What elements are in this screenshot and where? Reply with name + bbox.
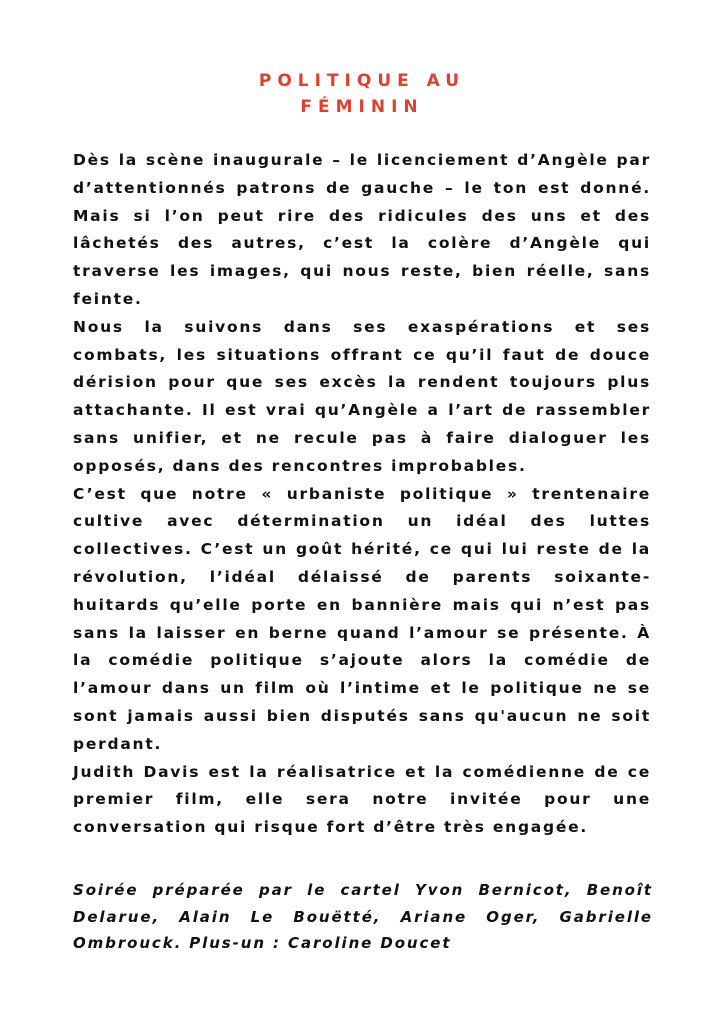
paragraph-1: Dès la scène inaugurale – le licenciement d’Angèle par d’attentionnés patrons de gauche – le ton est donné. Mais si l’on peut rire des ridicules des uns et des lâchetés des autres, c’est la colère d’Angèle qui traverse les images, qui nous reste, bien réelle, sans feinte. [73, 151, 651, 308]
paragraph-2: Nous la suivons dans ses exaspérations et ses combats, les situations offrant ce qu’il faut de douce dérision pour que ses excès la rendent toujours plus attachante. Il est vrai qu’Angèle a l’art de rassembler sans unifier, et ne recule pas à faire dialoguer les opposés, dans des rencontres improbables. [73, 317, 651, 475]
paragraph-4: Judith Davis est la réalisatrice et la comédienne de ce premier film, elle sera notre invitée pour une conversation qui risque fort d’être très engagée. [73, 762, 651, 837]
article-body [73, 147, 651, 842]
credits-note: Soirée préparée par le cartel Yvon Bernicot, Benoît Delarue, Alain Le Bouëtté, Ariane Oger, Gabrielle Ombrouck. Plus-un : Caroline Doucet [73, 881, 653, 952]
page-title [0, 68, 724, 120]
title-line-1: POLITIQUE AU [258, 71, 466, 91]
paragraph-3: C’est que notre « urbaniste politique » trentenaire cultive avec détermination un idéal des luttes collectives. C’est un goût hérité, ce qui lui reste de la révolution, l’idéal délaissé de parents soixante-huitards qu’elle porte en bannière mais qui n’est pas sans la laisser en berne quand l’amour se présente. À la comédie politique s’ajoute alors la comédie de l’amour dans un film où l’intime et le politique ne se sont jamais aussi bien disputés sans qu'aucun ne soit perdant. [73, 484, 651, 753]
title-line-2: FÉMININ [300, 97, 424, 117]
